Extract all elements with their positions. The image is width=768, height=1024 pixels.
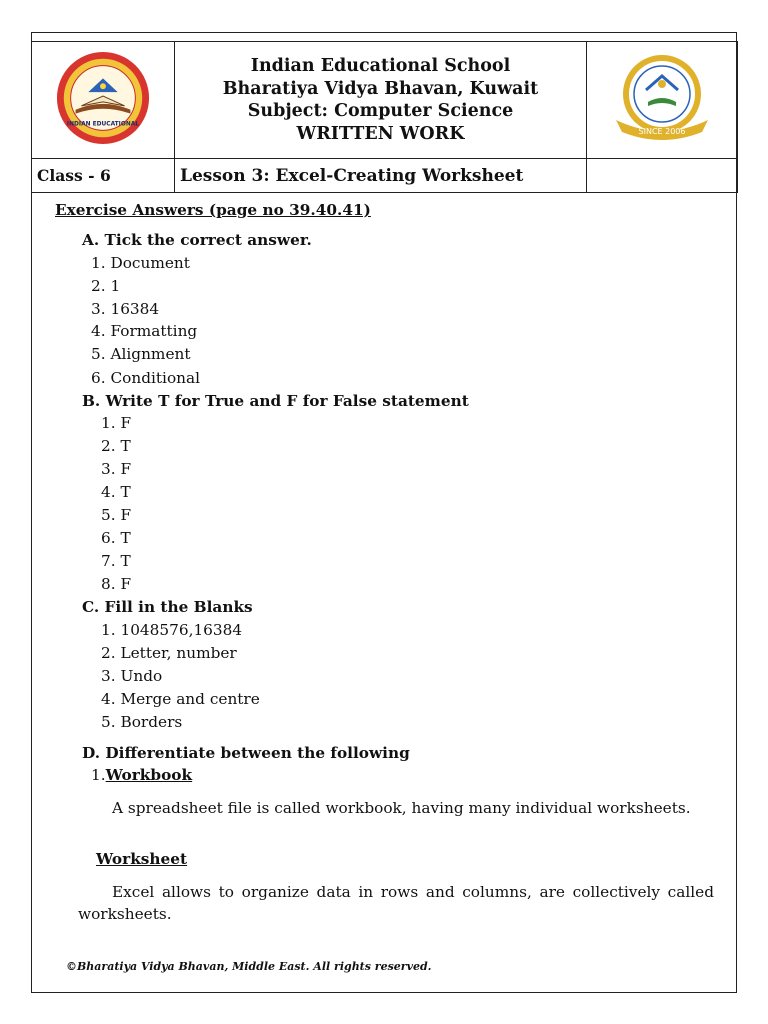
section-b-title: B. Write T for True and F for False statement [82,392,469,410]
school-subtitle: Bharatiya Vidya Bhavan, Kuwait [222,78,539,99]
workbook-text: A spreadsheet file is called workbook, having many individual worksheets. [112,799,691,817]
list-item: 1. 1048576,16384 [101,621,243,639]
section-a-title: A. Tick the correct answer. [82,231,312,249]
workbook-heading-row [91,766,192,784]
header-title-block [175,42,587,159]
school-logo-left [32,42,175,159]
list-item: 2. 1 [91,277,121,295]
section-c-title: C. Fill in the Blanks [82,598,253,616]
list-item: 4. T [101,483,131,501]
list-item: 4. Merge and centre [101,690,260,708]
subject-line: Subject: Computer Science [247,101,514,121]
list-item: 5. Alignment [91,345,191,363]
lesson-title: Lesson 3: Excel-Creating Worksheet [175,159,587,193]
list-item: 5. Borders [101,713,183,731]
list-item: 1. F [101,414,132,432]
list-item: 7. T [101,552,131,570]
list-item: 2. T [101,437,131,455]
workbook-number: 1. [91,766,106,784]
workbook-heading: Workbook [105,766,193,784]
svg-text:SINCE 2006: SINCE 2006 [638,127,686,136]
empty-cell [587,159,738,193]
list-item: 3. 16384 [91,300,160,318]
list-item: 5. F [101,506,132,524]
list-item: 3. F [101,460,132,478]
exercise-heading: Exercise Answers (page no 39.40.41) [55,201,371,219]
worksheet-heading: Worksheet [96,850,188,868]
list-item: 8. F [101,575,132,593]
copyright-footer: ©Bharatiya Vidya Bhavan, Middle East. All rights reserved. [66,960,432,973]
list-item: 3. Undo [101,667,163,685]
worksheet-text: Excel allows to organize data in rows and columns, are collectively called worksheets. [78,883,714,923]
work-type: WRITTEN WORK [296,123,465,144]
class-label: Class - 6 [32,159,175,193]
header-table [31,41,738,193]
list-item: 2. Letter, number [101,644,237,662]
svg-text:INDIAN EDUCATIONAL: INDIAN EDUCATIONAL [66,121,140,128]
list-item: 1. Document [91,254,190,272]
list-item: 6. T [101,529,131,547]
section-d-title: D. Differentiate between the following [82,744,410,762]
school-name: Indian Educational School [250,56,511,76]
school-logo-right [587,42,738,159]
list-item: 6. Conditional [91,369,201,387]
school-emblem-icon [54,49,152,147]
list-item: 4. Formatting [91,322,198,340]
bhavan-emblem-icon [602,50,722,146]
